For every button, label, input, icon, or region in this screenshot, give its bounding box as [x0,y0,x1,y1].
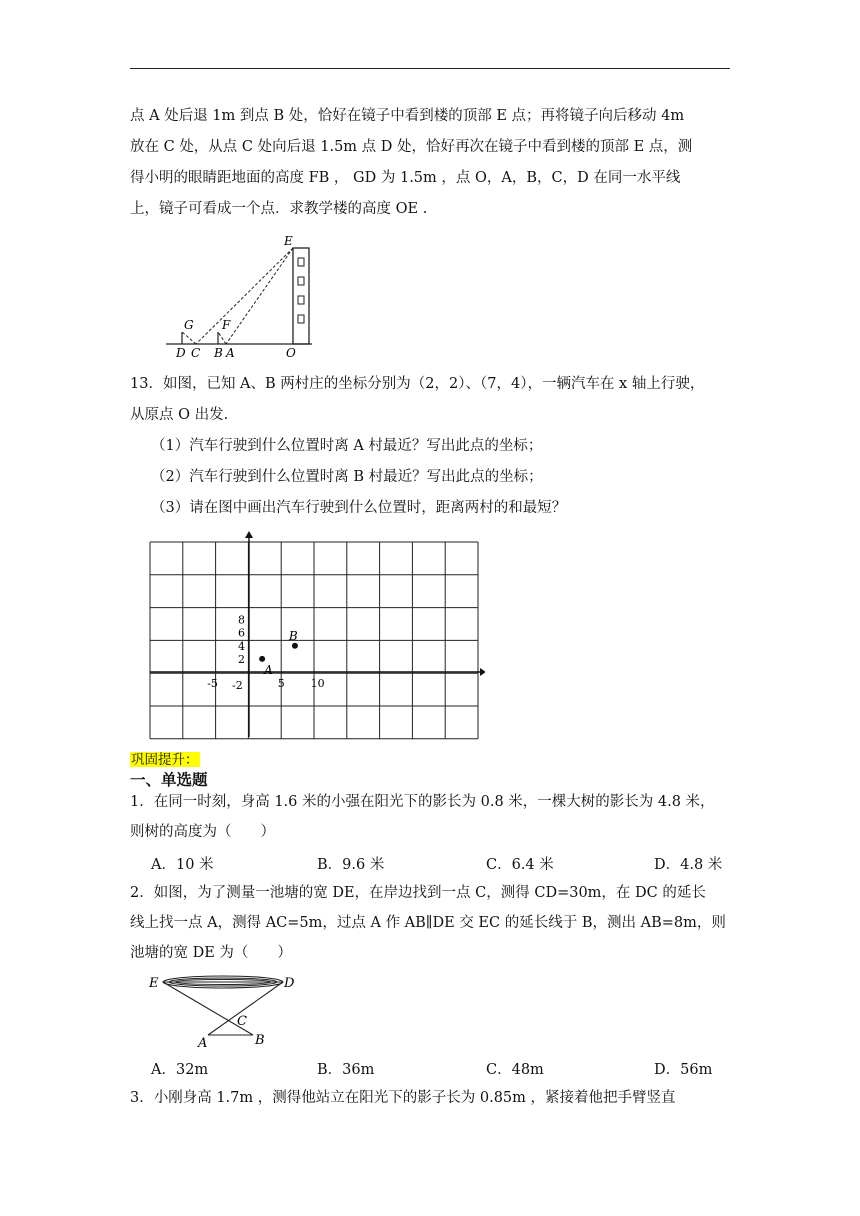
q1-line-1: 1．在同一时刻，身高 1.6 米的小强在阳光下的影长为 0.8 米，一棵大树的影长为 4.8 米， [130,794,715,810]
p12-label-A: A [226,346,235,360]
consolidate-label-wrap [130,748,200,768]
q2-label-E: E [149,976,159,991]
p13-coordinate-grid [140,530,485,742]
p12-label-E: E [284,234,293,248]
q2-option-b: B．36m [317,1062,375,1078]
point-A [259,656,265,662]
q2-line-3: 池塘的宽 DE 为（ ） [130,945,292,961]
p13-question-2: （2）汽车行驶到什么位置时离 B 村最近？写出此点的坐标； [151,469,543,485]
q1-option-a: A．10 米 [151,857,214,873]
x-tick-label: -5 [207,677,218,690]
q2-option-d: D．56m [654,1062,713,1078]
q2-option-a: A．32m [151,1062,209,1078]
q3-line-1: 3．小刚身高 1.7m ，测得他站立在阳光下的影子长为 0.85m ，紧接着他把手臂竖直 [130,1090,676,1106]
x-tick-label: 5 [277,677,285,690]
p12-line-1: 点 A 处后退 1m 到点 B 处，恰好在镜子中看到楼的顶部 E 点；再将镜子向后移动 4m [130,108,685,124]
point-B [292,643,298,649]
p12-building-figure [160,228,320,360]
q2-label-A: A [198,1036,208,1051]
p12-label-C: C [191,346,201,360]
q2-label-B: B [255,1033,265,1048]
q1-option-c: C．6.4 米 [486,857,554,873]
q2-line-2: 线上找一点 A，测得 AC=5m，过点 A 作 AB∥DE 交 EC 的延长线于 B，测出 AB=8m，则 [130,915,726,931]
point-label-A: A [264,662,273,677]
header-rule [130,68,730,69]
q1-line-2: 则树的高度为（ ） [130,824,275,840]
section-title: 一、单选题 [130,772,208,789]
p13-stem-1: 13．如图，已知 A、B 两村庄的坐标分别为（2，2）、（7，4），一辆汽车在 x 轴上行驶， [130,376,705,392]
y-tick-label: 6 [238,626,245,640]
p12-line-4: 上，镜子可看成一个点．求教学楼的高度 OE . [130,201,428,217]
q1-option-d: D．4.8 米 [654,857,723,873]
p12-label-G: G [184,318,194,332]
p13-stem-2: 从原点 O 出发. [130,407,229,423]
q2-line-1: 2．如图，为了测量一池塘的宽 DE，在岸边找到一点 C，测得 CD=30m，在 DC 的延长 [130,885,706,901]
y-tick-label: 4 [238,639,245,653]
p12-label-B: B [214,346,223,360]
p12-line-3: 得小明的眼睛距地面的高度 FB ， GD 为 1.5m ，点 O，A，B，C，D 在同一水平线 [130,170,681,186]
y-tick-label: 2 [238,652,245,666]
q2-pond-figure [144,968,304,1052]
q2-option-c: C．48m [486,1062,544,1078]
p13-question-3: （3）请在图中画出汽车行驶到什么位置时，距离两村的和最短？ [151,500,567,516]
y-tick-label: 8 [238,613,245,627]
p13-question-1: （1）汽车行驶到什么位置时离 A 村最近？写出此点的坐标； [151,438,543,454]
p12-label-O: O [286,346,296,360]
q2-label-D: D [284,976,295,991]
p12-line-2: 放在 C 处，从点 C 处向后退 1.5m 点 D 处，恰好再次在镜子中看到楼的顶部 E 点，测 [130,139,693,155]
p12-label-F: F [222,318,231,332]
consolidate-label: 巩固提升： [131,752,199,767]
p12-label-D: D [176,346,186,360]
point-label-B: B [288,628,298,643]
q2-label-C: C [237,1014,247,1029]
q1-option-b: B．9.6 米 [317,857,385,873]
x-tick-label: 10 [310,677,325,690]
y-tick-label: -2 [232,679,243,693]
